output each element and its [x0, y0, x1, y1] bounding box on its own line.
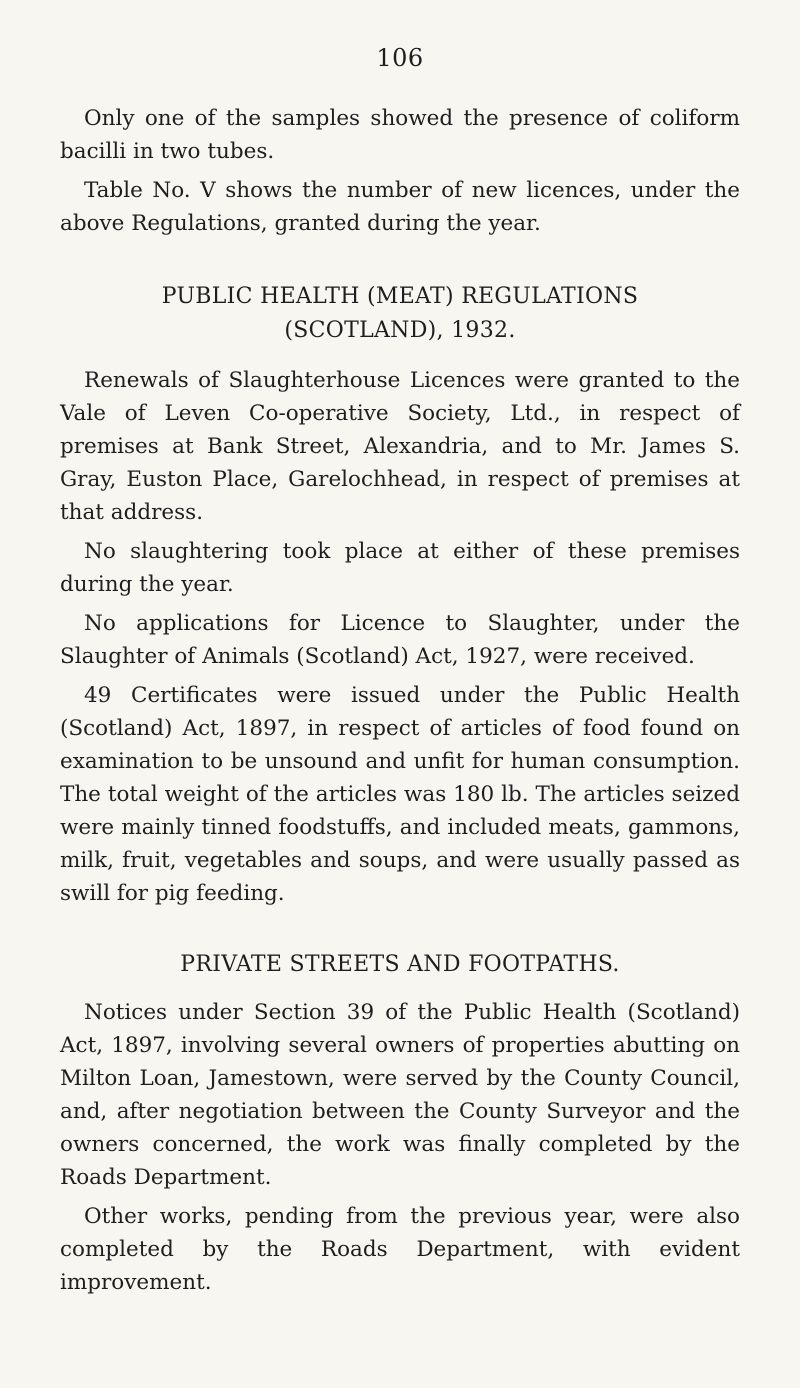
paragraph-other-works: Other works, pending from the previous year, were also completed by the Roads Department, with evident improvement. [60, 1204, 740, 1295]
paragraph-renewals: Renewals of Slaughterhouse Licences were granted to the Vale of Leven Co-operative Society, Ltd., in respect of premises at Bank Street, Alexandria, and to Mr. James S. Gray, Euston Place, Garelochhead, in respect of premises at that address. [60, 368, 740, 525]
paragraph-no-applications: No applications for Licence to Slaughter, under the Slaughter of Animals (Scotland) Act, 1927, were received. [60, 611, 740, 669]
paragraph-no-slaughtering: No slaughtering took place at either of these premises during the year. [60, 539, 740, 597]
heading-private-streets: PRIVATE STREETS AND FOOTPATHS. [180, 952, 620, 977]
paragraph-certificates: 49 Certificates were issued under the Public Health (Scotland) Act, 1897, in respect of articles of food found on examination to be unsound and unfit for human consumption. The total weight of the articles was 180 lb. The articles seized were mainly tinned foodstuffs, and included meats, gammons, milk, fruit, vegetables and soups, and were usually passed as swill for pig feeding. [60, 683, 740, 906]
paragraph-table-licences: Table No. V shows the number of new licences, under the above Regulations, granted during the year. [60, 178, 740, 236]
page-number: 106 [376, 44, 424, 72]
heading-meat-regulations-line-2: (SCOTLAND), 1932. [284, 318, 516, 343]
heading-meat-regulations [60, 280, 740, 348]
heading-meat-regulations-line-1: PUBLIC HEALTH (MEAT) REGULATIONS [161, 284, 639, 309]
paragraph-coliform: Only one of the samples showed the presence of coliform bacilli in two tubes. [60, 106, 740, 164]
paragraph-notices: Notices under Section 39 of the Public Health (Scotland) Act, 1897, involving several owners of properties abutting on Milton Loan, Jamestown, were served by the County Council, and, after negotiation between the County Surveyor and the owners concerned, the work was finally completed by the Roads Department. [60, 1000, 740, 1190]
